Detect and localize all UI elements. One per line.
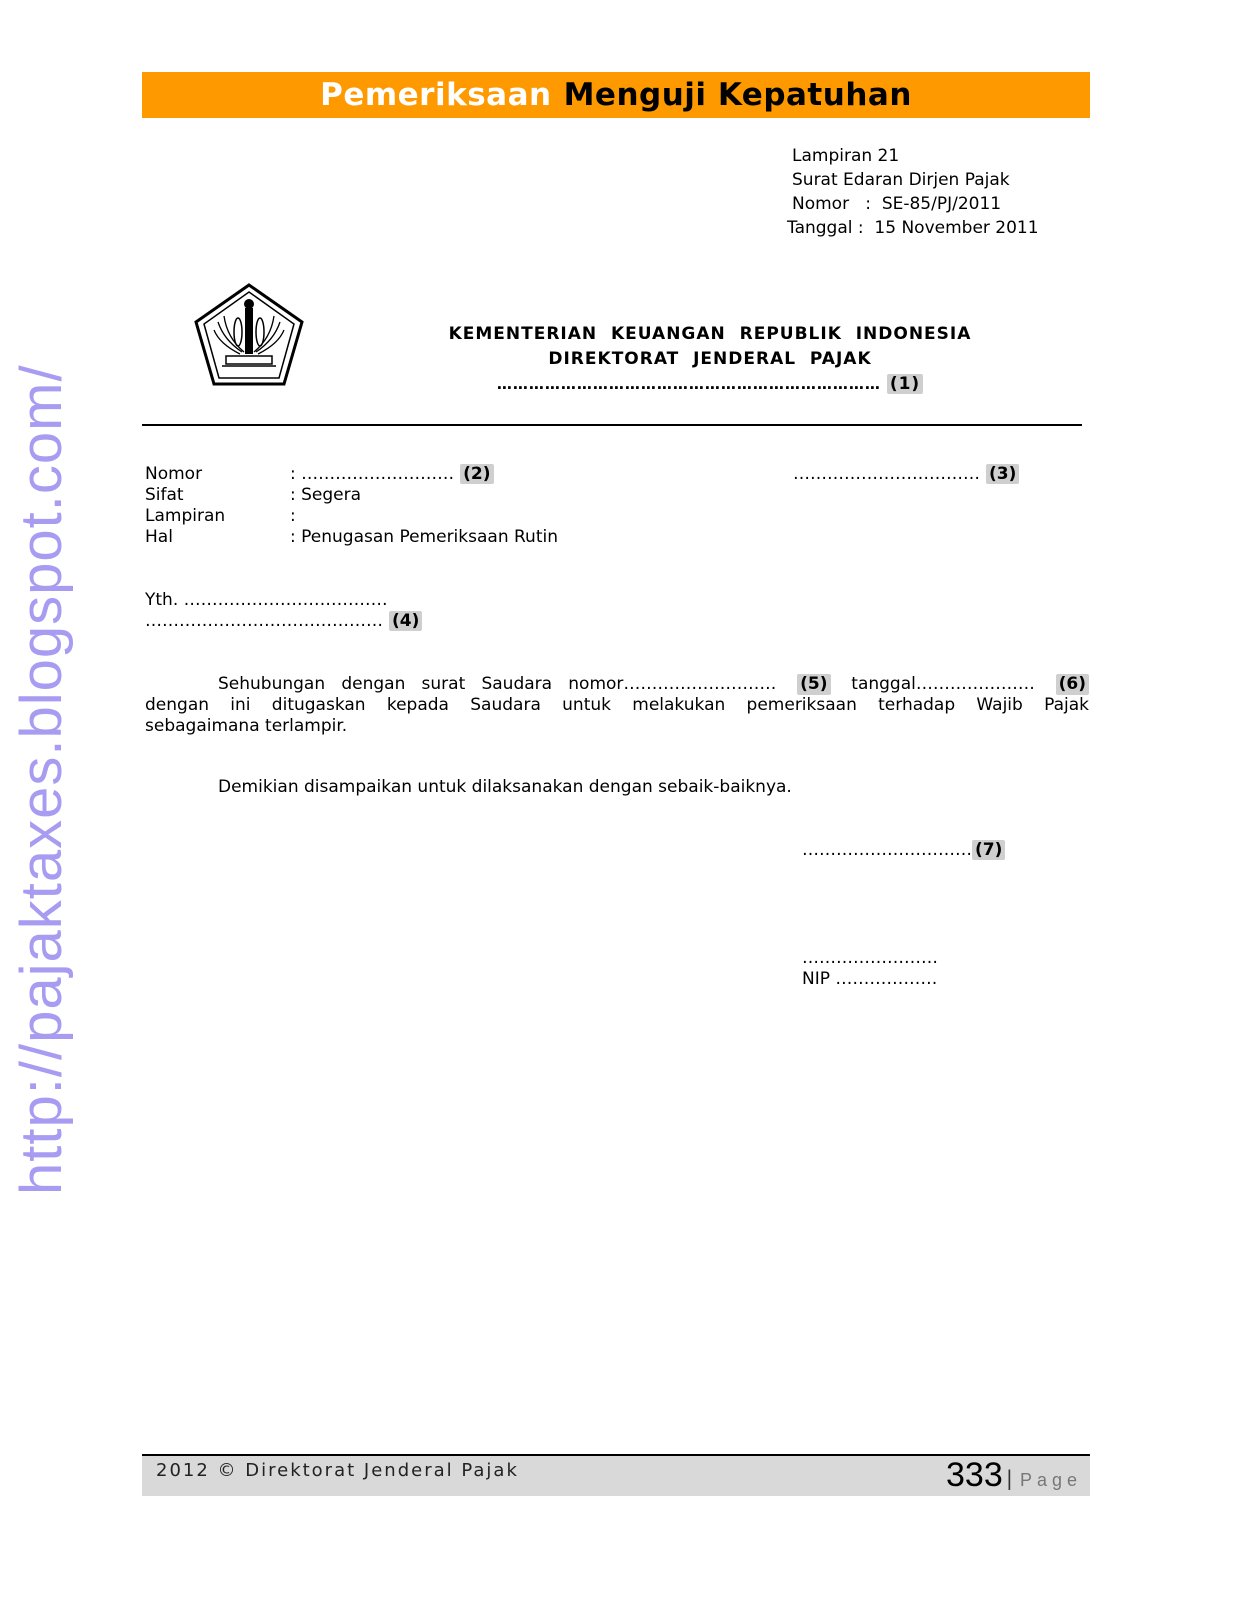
recipient-line-2: …………………………………… (4) (145, 611, 422, 632)
lampiran-block (787, 144, 1039, 240)
field-marker-6: (6) (1056, 674, 1089, 695)
body-p1-line-1 (145, 674, 1089, 695)
emblem-icon (192, 282, 306, 388)
field-marker-4: (4) (389, 611, 422, 631)
footer-copyright: 2012 © Direktorat Jenderal Pajak (156, 1460, 519, 1481)
footer-separator: | (1006, 1466, 1013, 1490)
field-marker-2: (2) (460, 464, 493, 484)
org-heading (420, 322, 1000, 397)
nomor-label: Nomor (145, 464, 203, 484)
body-paragraph-1 (145, 674, 1089, 737)
footer-page-word: Page (1020, 1470, 1083, 1490)
meta-lampiran-row (0, 506, 1236, 527)
body-p1-line-2: dengan ini ditugaskan kepada Saudara untuk melakukan pemeriksaan terhadap Wajib Pajak (145, 695, 1089, 715)
org-unit-placeholder: ……………………………………………………………… (496, 375, 881, 393)
lampiran-line-1: Lampiran 21 (792, 146, 900, 166)
header-divider (142, 424, 1082, 426)
meta-sifat-row (0, 485, 1236, 506)
place-date: …………………………… (3) (793, 464, 1019, 485)
signature-title: ………………………… (7) (802, 840, 1005, 861)
page-header-banner (142, 72, 1090, 118)
body-paragraph-2: Demikian disampaikan untuk dilaksanakan dengan sebaik-baiknya. (218, 777, 792, 797)
field-marker-5: (5) (797, 674, 830, 695)
meta-hal-row (0, 527, 1236, 548)
page-number: 333 (946, 1456, 1003, 1494)
nomor-value: : ……………………… (2) (290, 464, 494, 485)
body-p1-line-3: sebagaimana terlampir. (145, 716, 348, 736)
meta-nomor-row (0, 464, 1236, 485)
signature-name: …………………… (802, 948, 938, 968)
field-marker-7: (7) (972, 840, 1005, 860)
lampiran-line-3: Nomor : SE-85/PJ/2011 (792, 194, 1002, 214)
signature-nip: NIP ……………… (802, 969, 938, 989)
header-word-1: Pemeriksaan (320, 77, 552, 113)
hal-label: Hal (145, 527, 173, 547)
lampiran-line-4: Tanggal : 15 November 2011 (787, 218, 1039, 238)
sifat-label: Sifat (145, 485, 184, 505)
org-line-2: DIREKTORAT JENDERAL PAJAK (548, 349, 872, 369)
field-marker-1: (1) (887, 374, 923, 394)
tanggal-text: tanggal………………… (851, 674, 1035, 694)
hal-value: : Penugasan Pemeriksaan Rutin (290, 527, 558, 547)
recipient-line-1: Yth. ……………………………… (145, 590, 388, 610)
recipient-block (145, 590, 422, 632)
lampiran-value: : (290, 506, 296, 526)
org-line-3 (420, 372, 1000, 397)
sifat-value: : Segera (290, 485, 362, 505)
surat-nomor-text: Sehubungan dengan surat Saudara nomor……………………… (218, 674, 777, 694)
blog-url-watermark: http://pajaktaxes.blogspot.com/ (9, 364, 74, 1195)
field-marker-3: (3) (986, 464, 1019, 484)
signature-name-block (802, 948, 938, 990)
header-word-2: Menguji Kepatuhan (563, 77, 912, 113)
lampiran-label: Lampiran (145, 506, 226, 526)
lampiran-line-2: Surat Edaran Dirjen Pajak (792, 170, 1010, 190)
org-line-1: KEMENTERIAN KEUANGAN REPUBLIK INDONESIA (448, 324, 972, 344)
